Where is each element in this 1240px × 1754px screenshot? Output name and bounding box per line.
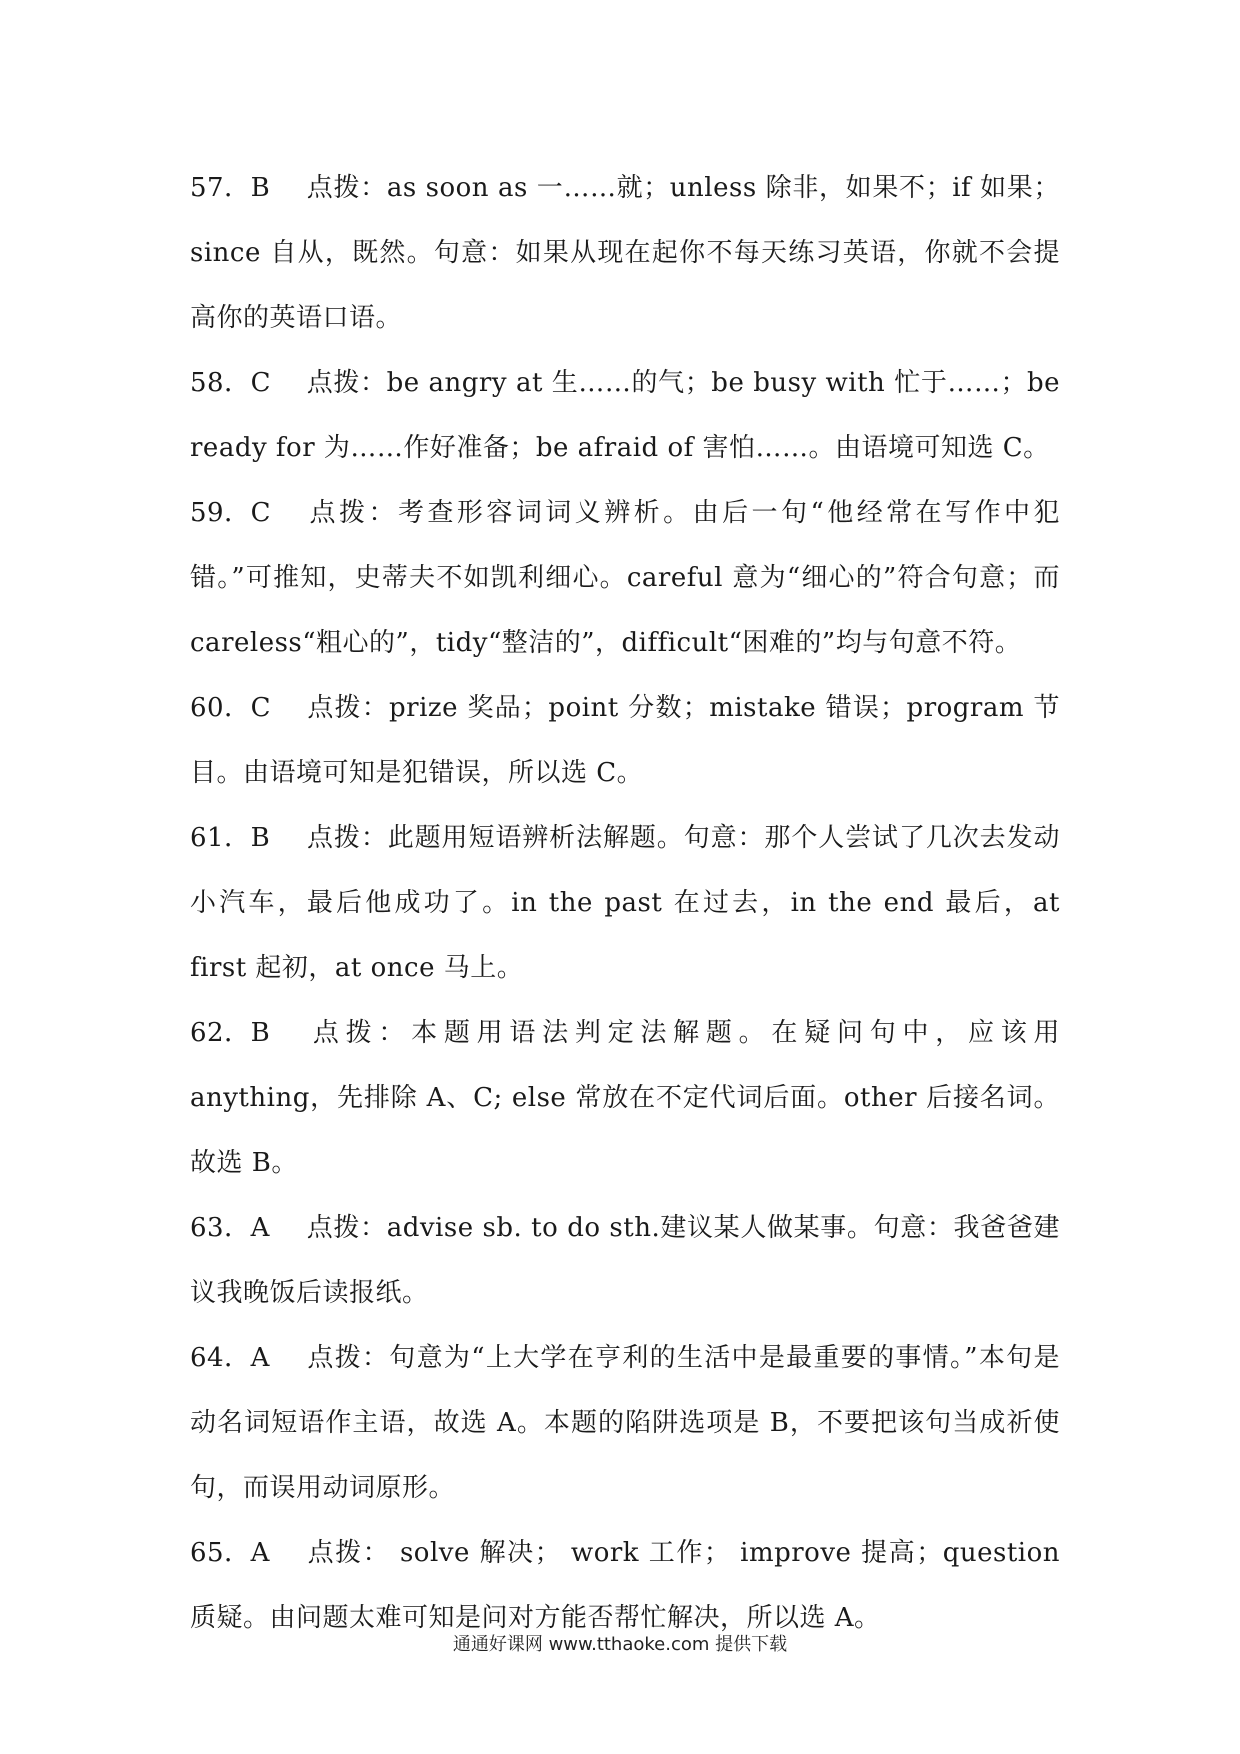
item-number: 57．	[190, 173, 251, 203]
answer-item-62	[190, 1001, 1060, 1196]
item-number: 59．	[190, 498, 251, 528]
item-explanation: 点拨：此题用短语辨析法解题。句意：那个人尝试了几次去发动小汽车，最后他成功了。in the past 在过去，in the end 最后，at first 起初，at once 马上。	[190, 823, 1060, 983]
item-number: 58．	[190, 368, 251, 398]
answer-item-61	[190, 806, 1060, 1001]
item-number: 62．	[190, 1018, 251, 1048]
page-footer: 通通好课网 www.tthaoke.com 提供下载	[452, 1634, 788, 1655]
item-explanation: 点拨：be angry at 生……的气；be busy with 忙于……；be ready for 为……作好准备；be afraid of 害怕……。由语境可知选 C。	[190, 368, 1060, 463]
answer-item-64	[190, 1326, 1060, 1521]
answer-item-58	[190, 351, 1060, 481]
item-explanation: 点拨： solve 解决； work 工作； improve 提高；question 质疑。由问题太难可知是问对方能否帮忙解决，所以选 A。	[190, 1538, 1060, 1633]
answer-item-63	[190, 1196, 1060, 1326]
item-explanation: 点拨：advise sb. to do sth.建议某人做某事。句意：我爸爸建议我晚饭后读报纸。	[190, 1213, 1060, 1308]
item-explanation: 点拨：as soon as 一……就；unless 除非，如果不；if 如果；since 自从，既然。句意：如果从现在起你不每天练习英语，你就不会提高你的英语口语。	[190, 173, 1060, 333]
item-explanation: 点拨：句意为“上大学在亨利的生活中是最重要的事情。”本句是动名词短语作主语，故选 A。本题的陷阱选项是 B，不要把该句当成祈使句，而误用动词原形。	[190, 1343, 1060, 1503]
answer-item-59	[190, 481, 1060, 676]
item-number: 65．	[190, 1538, 251, 1568]
item-answer: C	[250, 693, 271, 723]
item-answer: A	[250, 1213, 270, 1243]
item-answer: B	[250, 823, 271, 853]
item-explanation: 点拨：prize 奖品；point 分数；mistake 错误；program 节目。由语境可知是犯错误，所以选 C。	[190, 693, 1060, 788]
item-number: 64．	[190, 1343, 251, 1373]
item-number: 61．	[190, 823, 251, 853]
item-answer: C	[250, 368, 271, 398]
answer-list	[190, 156, 1060, 1651]
item-number: 63．	[190, 1213, 251, 1243]
item-explanation: 点拨：考查形容词词义辨析。由后一句“他经常在写作中犯错。”可推知，史蒂夫不如凯利细心。careful 意为“细心的”符合句意；而 careless“粗心的”，tidy“整洁的”，difficult“困难的”均与句意不符。	[190, 498, 1060, 658]
answer-item-60	[190, 676, 1060, 806]
item-answer: A	[250, 1343, 270, 1373]
answer-item-57	[190, 156, 1060, 351]
item-number: 60．	[190, 693, 251, 723]
item-explanation: 点拨：本题用语法判定法解题。在疑问句中，应该用 anything，先排除 A、C; else 常放在不定代词后面。other 后接名词。故选 B。	[190, 1018, 1060, 1178]
item-answer: A	[250, 1538, 270, 1568]
item-answer: B	[250, 173, 271, 203]
item-answer: C	[250, 498, 271, 528]
item-answer: B	[250, 1018, 271, 1048]
